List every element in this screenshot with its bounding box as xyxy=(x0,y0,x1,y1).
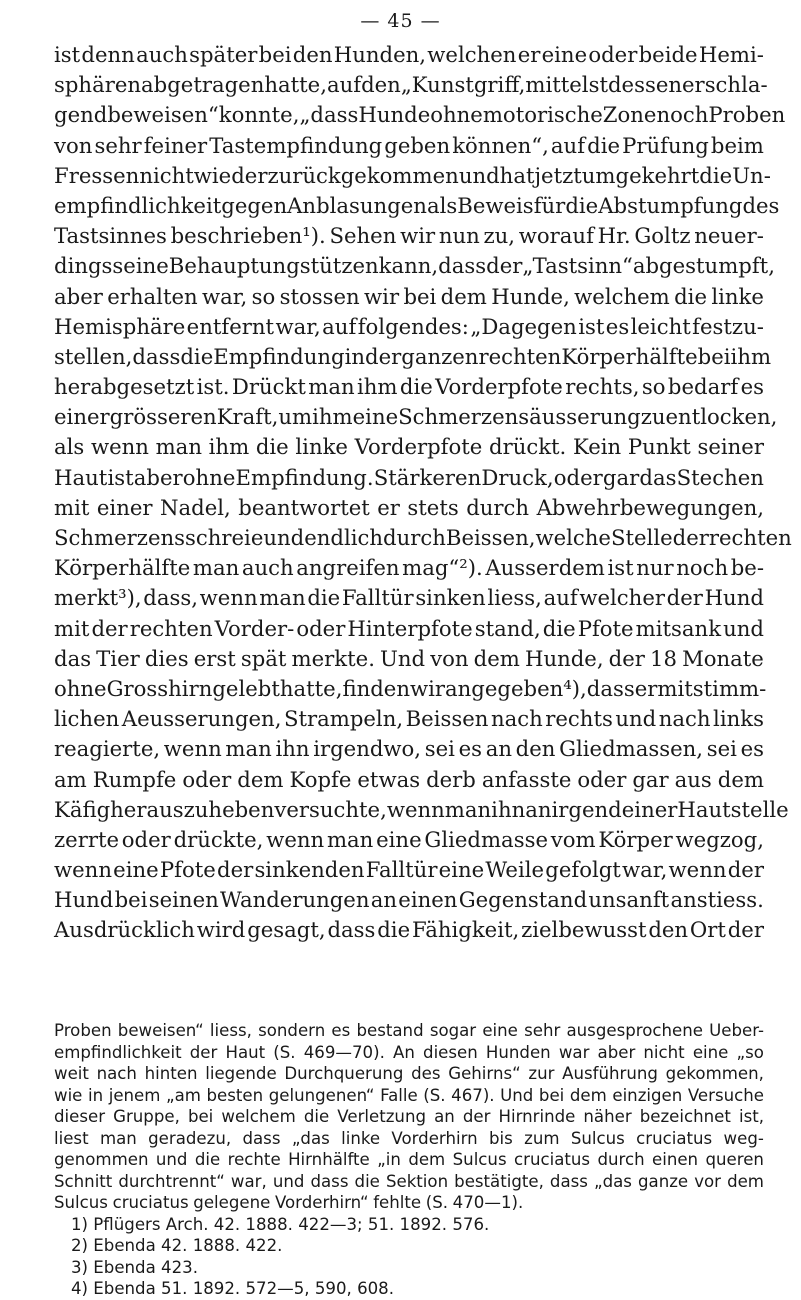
footnote-line: liest man geradezu, dass „das linke Vorderhirn bis zum Sulcus cruciatus weg- xyxy=(54,1128,764,1148)
text-line: ohne Grosshirn gelebt hatte, finden wir angegeben⁴), dass er mit stimm- xyxy=(54,675,767,701)
text-line: mit der rechten Vorder- oder Hinterpfote stand, die Pfote mitsank und xyxy=(54,615,764,641)
footnote-line: wie in jenem „am besten gelungenen“ Falle (S. 467). Und bei dem einzigen Versuche xyxy=(54,1085,764,1105)
text-line: reagierte, wenn man ihn irgendwo, sei es an den Gliedmassen, sei es xyxy=(54,736,764,762)
text-line: gend beweisen“ konnte, „dass Hunde ohne motorische Zone noch Proben xyxy=(54,102,786,128)
reference-list xyxy=(54,1214,764,1300)
text-line: Körperhälfte man auch angreifen mag“²). Ausserdem ist nur noch be- xyxy=(54,555,764,581)
page-number: — 45 — xyxy=(360,10,441,32)
text-line: merkt³), dass, wenn man die Falltür sinken liess, auf welcher der Hund xyxy=(54,585,764,611)
footnotes xyxy=(54,1020,764,1300)
text-line: herabgesetzt ist. Drückt man ihm die Vorderpfote rechts, so bedarf es xyxy=(54,374,764,400)
text-line: Schmerzensschreie und endlich durch Beissen, welche Stelle der rechten xyxy=(54,525,792,550)
text-line: das Tier dies erst spät merkte. Und von dem Hunde, der 18 Monate xyxy=(54,645,764,671)
footnote-line: dieser Gruppe, bei welchem die Verletzung an der Hirnrinde näher bezeichnet ist, xyxy=(54,1107,764,1126)
text-line: wenn eine Pfote der sinkenden Falltür eine Weile gefolgt war, wenn der xyxy=(54,857,764,883)
text-line: stellen, dass die Empfindung in der ganzen rechten Körperhälfte bei ihm xyxy=(54,343,772,369)
text-line: dings seine Behauptung stützen kann, dass der „Tastsinn“ abgestumpft, xyxy=(54,253,775,279)
text-line: aber erhalten war, so stossen wir bei dem Hunde, welchem die linke xyxy=(54,283,764,309)
text-line: lichen Aeusserungen, Strampeln, Beissen nach rechts und nach links xyxy=(54,706,764,732)
text-line: sphären abgetragen hatte, auf den „Kunstgriff, mittelst dessen er schla- xyxy=(54,72,768,98)
text-line: Tastsinnes beschrieben¹). Sehen wir nun zu, worauf Hr. Goltz neuer- xyxy=(54,223,764,249)
footnote-continuation xyxy=(54,1020,764,1214)
footnote-line: Schnitt durchtrennt“ war, und dass die Sektion bestätigte, dass „das ganze vor dem xyxy=(54,1171,764,1191)
footnote-line: weit nach hinten liegende Durchquerung des Gehirns“ zur Ausführung gekommen, xyxy=(54,1064,764,1083)
text-line: empfindlichkeit gegen Anblasungen als Beweis für die Abstumpfung des xyxy=(54,192,780,218)
text-line: Hemisphäre entfernt war, auf folgendes: „Dagegen ist es leicht festzu- xyxy=(54,313,764,339)
footnote-line: Proben beweisen“ liess, sondern es bestand sogar eine sehr ausgesprochene Ueber- xyxy=(54,1021,764,1040)
reference-item: 3) Ebenda 423. xyxy=(71,1257,198,1277)
text-line: am Rumpfe oder dem Kopfe etwas derb anfasste oder gar aus dem xyxy=(54,766,764,792)
text-line: Haut ist aber ohne Empfindung. Stärkeren Druck, oder gar das Stechen xyxy=(54,464,764,490)
text-line: Hund bei seinen Wanderungen an einen Gegenstand unsanft anstiess. xyxy=(54,887,764,913)
text-line: Fressen nicht wieder zurückgekommen und hat jetzt umgekehrt die Un- xyxy=(54,162,771,188)
text-line: zerrte oder drückte, wenn man eine Gliedmasse vom Körper wegzog, xyxy=(54,826,764,852)
text-line: Ausdrücklich wird gesagt, dass die Fähigkeit, zielbewusst den Ort der xyxy=(54,917,764,943)
reference-item: 4) Ebenda 51. 1892. 572—5, 590, 608. xyxy=(71,1279,395,1298)
text-line: ist denn auch später bei den Hunden, welchen er eine oder beide Hemi- xyxy=(54,42,764,67)
body-text xyxy=(54,40,792,946)
footnote-line: Sulcus cruciatus gelegene Vorderhirn“ fehlte (S. 470—1). xyxy=(54,1193,524,1212)
text-line: als wenn man ihm die linke Vorderpfote drückt. Kein Punkt seiner xyxy=(54,434,764,460)
text-line: Käfig herauszuheben versuchte, wenn man ihn an irgend einer Hautstelle xyxy=(54,796,789,822)
footnote-line: genommen und die rechte Hirnhälfte „in dem Sulcus cruciatus durch einen queren xyxy=(54,1150,764,1169)
text-line: von sehr feiner Tastempfindung geben können“, auf die Prüfung beim xyxy=(54,132,764,158)
text-line: einer grösseren Kraft, um ihm eine Schmerzensäusserung zu entlocken, xyxy=(54,404,778,430)
reference-item: 2) Ebenda 42. 1888. 422. xyxy=(71,1236,283,1255)
text-line: mit einer Nadel, beantwortet er stets durch Abwehrbewegungen, xyxy=(54,494,764,520)
reference-item: 1) Pflügers Arch. 42. 1888. 422—3; 51. 1892. 576. xyxy=(71,1214,490,1234)
footnote-line: empfindlichkeit der Haut (S. 469—70). An diesen Hunden war aber nicht eine „so xyxy=(54,1042,764,1062)
